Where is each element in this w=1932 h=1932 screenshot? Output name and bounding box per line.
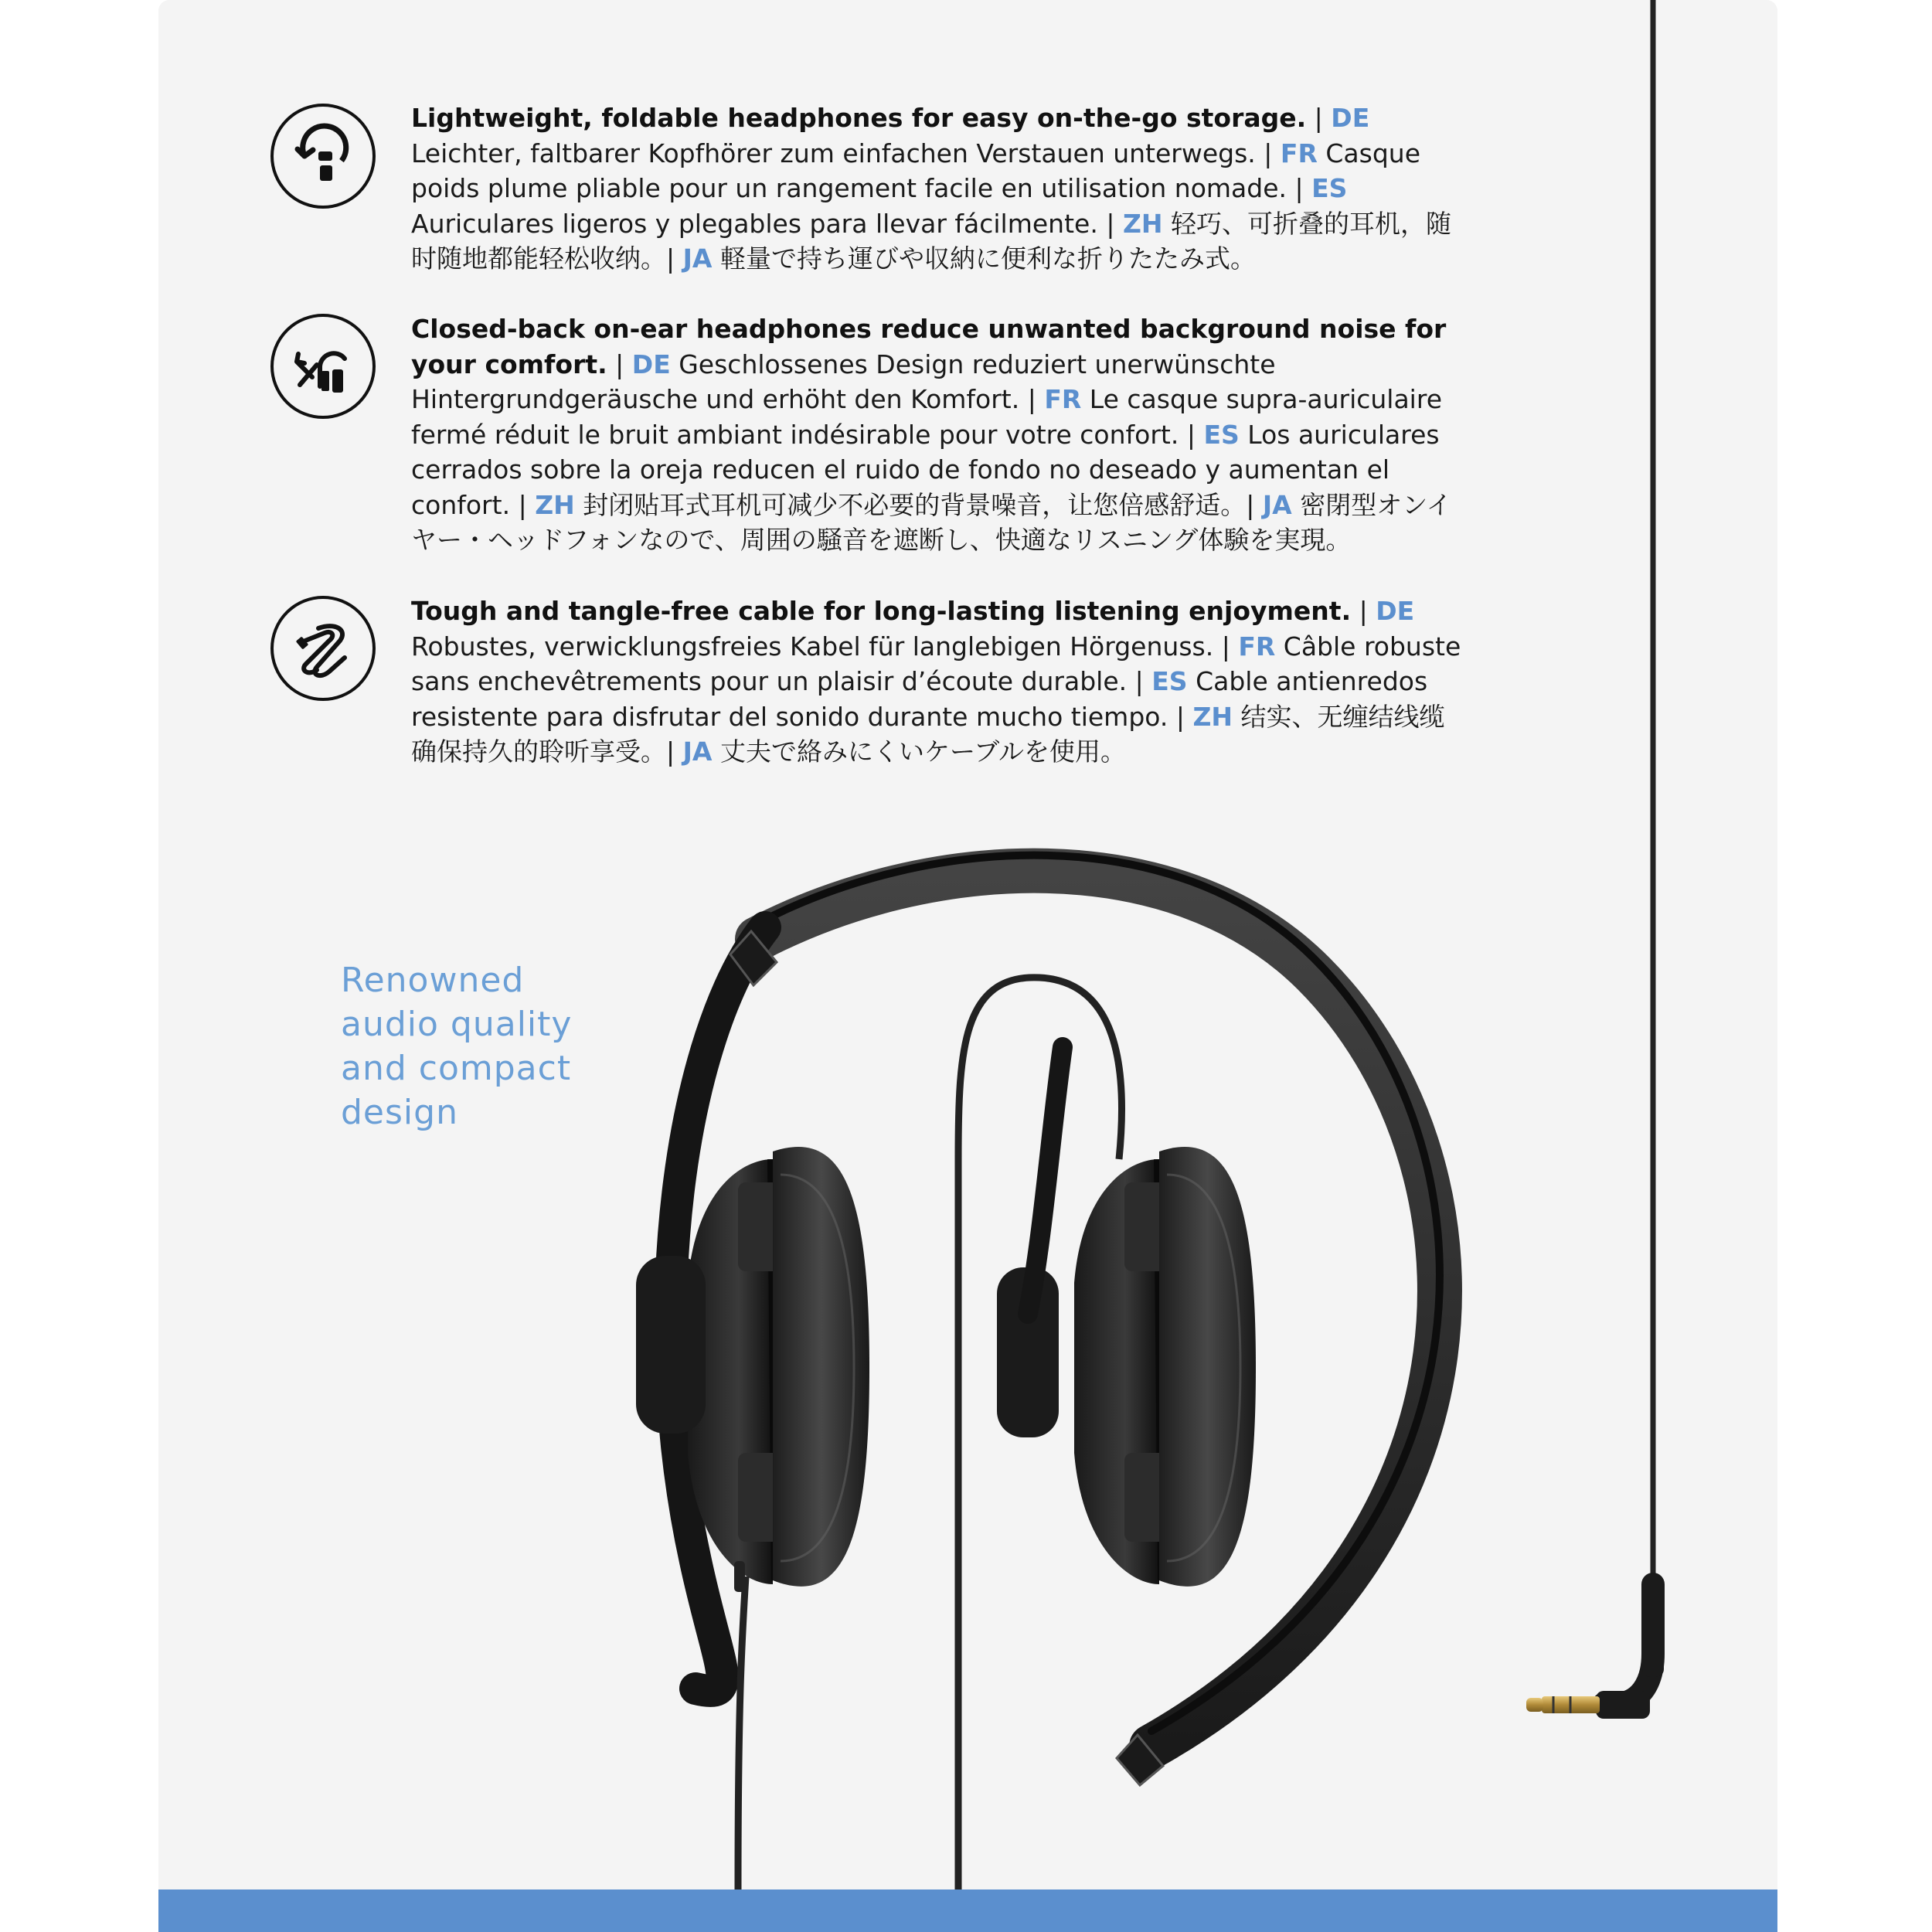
feature-title: Closed-back on-ear headphones reduce unwanted background noise for your comfort.: [411, 314, 1447, 379]
lang-code-fr: FR: [1044, 384, 1082, 414]
text-ja: 密閉型オンイヤー・ヘッドフォンなので、周囲の騒音を遮断し、快適なリスニング体験を実現。: [411, 489, 1452, 555]
tagline-line: audio quality: [341, 1005, 573, 1044]
lang-code-fr: FR: [1238, 631, 1276, 662]
lang-code-de: DE: [1376, 596, 1415, 626]
cable-icon: [270, 596, 376, 701]
lang-code-de: DE: [631, 349, 671, 379]
separator: |: [1186, 419, 1196, 450]
lang-code-de: DE: [1331, 103, 1370, 133]
foldable-headphones-icon: [270, 104, 376, 209]
lang-code-es: ES: [1311, 173, 1348, 203]
tagline: [341, 958, 588, 1134]
text-de: Robustes, verwicklungsfreies Kabel für langlebigen Hörgenuss.: [411, 631, 1214, 662]
text-fr: Casque poids plume pliable pour un rangement facile en utilisation nomade.: [411, 138, 1420, 203]
text-es: Auriculares ligeros y plegables para llevar fácilmente.: [411, 208, 1098, 239]
separator: |: [1106, 208, 1115, 239]
feature-description: [411, 311, 1470, 558]
separator: |: [1359, 596, 1368, 626]
lang-code-ja: JA: [682, 243, 713, 274]
separator: |: [518, 489, 527, 520]
lang-code-ja: JA: [1262, 489, 1292, 520]
separator: |: [1294, 173, 1304, 203]
lang-code-zh: ZH: [1122, 208, 1163, 239]
separator: |: [666, 243, 675, 274]
feature-description: [411, 594, 1470, 770]
text-de: Leichter, faltbarer Kopfhörer zum einfachen Verstauen unterwegs.: [411, 138, 1256, 168]
accent-bar: [158, 1889, 1777, 1932]
tagline-line: Renowned: [341, 961, 525, 1000]
tagline-line: design: [341, 1093, 458, 1132]
text-es: Los auriculares cerrados sobre la oreja reducen el ruido de fondo no deseado y aumentan el confort.: [411, 419, 1440, 520]
lang-code-ja: JA: [682, 736, 713, 767]
text-zh: 封闭贴耳式耳机可减少不必要的背景噪音，让您倍感舒适。: [583, 489, 1247, 520]
text-ja: 軽量で持ち運びや収納に便利な折りたたみ式。: [719, 243, 1256, 274]
tagline-line: and compact: [341, 1049, 572, 1088]
text-zh: 轻巧、可折叠的耳机，随时随地都能轻松收纳。: [411, 208, 1451, 274]
feature-title: Lightweight, foldable headphones for easy on-the-go storage.: [411, 103, 1307, 133]
separator: |: [1246, 489, 1255, 520]
separator: |: [1221, 631, 1230, 662]
separator: |: [1134, 666, 1144, 696]
lang-code-zh: ZH: [1192, 701, 1233, 732]
separator: |: [1314, 103, 1323, 133]
text-es: Cable antienredos resistente para disfrutar del sonido durante mucho tiempo.: [411, 666, 1428, 732]
text-de: Geschlossenes Design reduziert unerwünschte Hintergrundgeräusche und erhöht den Komfort.: [411, 349, 1276, 414]
separator: |: [615, 349, 624, 379]
text-fr: Câble robuste sans enchevêtrements pour un plaisir d’écoute durable.: [411, 631, 1461, 696]
feature-title: Tough and tangle-free cable for long-lasting listening enjoyment.: [411, 596, 1352, 626]
separator: |: [666, 736, 675, 767]
text-fr: Le casque supra-auriculaire fermé réduit le bruit ambiant indésirable pour votre confort.: [411, 384, 1442, 450]
separator: |: [1264, 138, 1273, 168]
lang-code-zh: ZH: [535, 489, 575, 520]
separator: |: [1027, 384, 1036, 414]
noise-reduction-icon: [270, 314, 376, 419]
feature-description: [411, 100, 1470, 277]
text-zh: 结实、无缠结线缆确保持久的聆听享受。: [411, 701, 1445, 767]
separator: |: [1175, 701, 1185, 732]
lang-code-es: ES: [1203, 419, 1240, 450]
lang-code-fr: FR: [1280, 138, 1318, 168]
lang-code-es: ES: [1151, 666, 1188, 696]
text-ja: 丈夫で絡みにくいケーブルを使用。: [719, 736, 1126, 767]
